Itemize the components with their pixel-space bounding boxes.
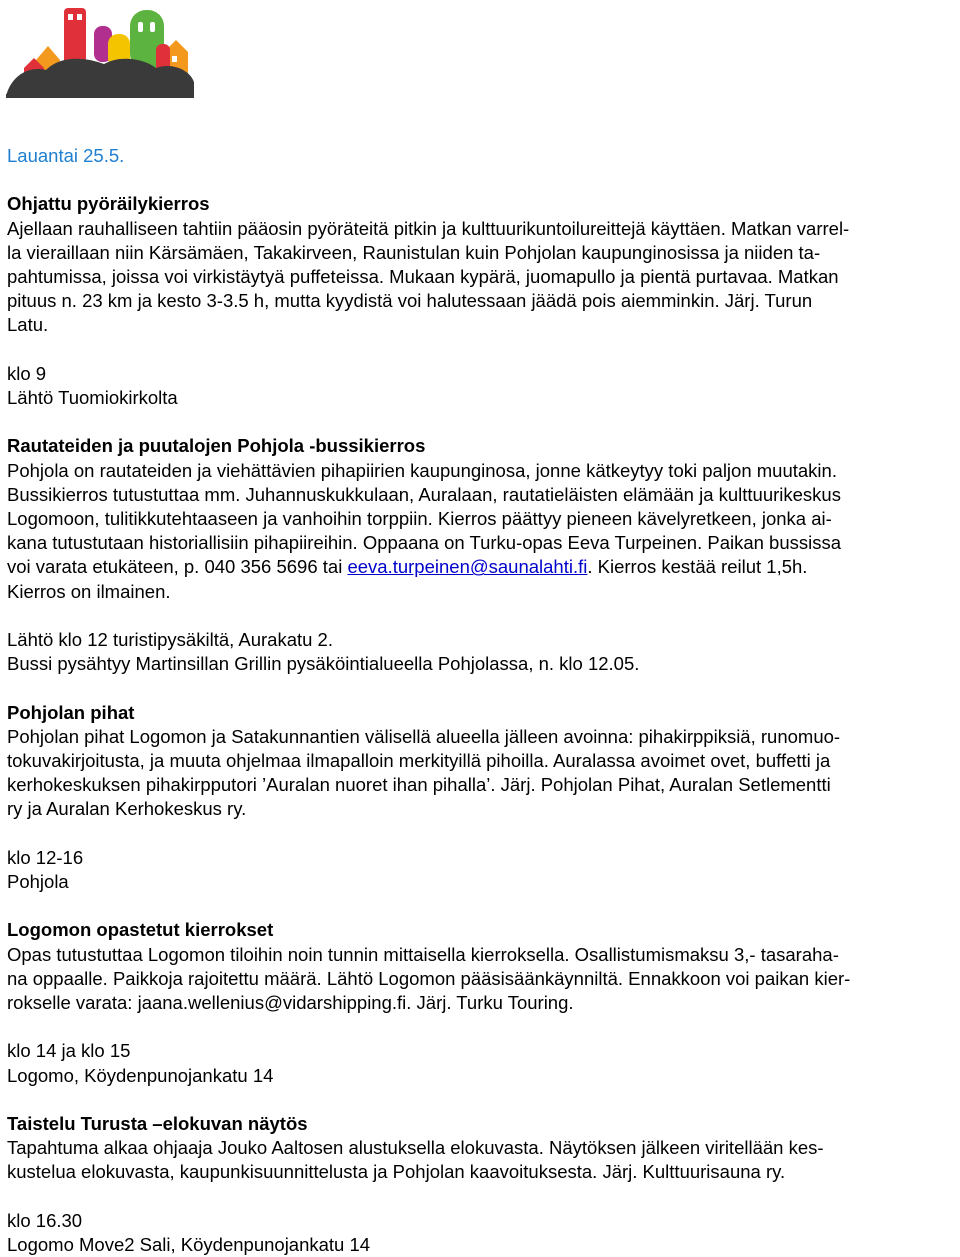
email-link[interactable]: eeva.turpeinen@saunalahti.fi bbox=[347, 556, 588, 578]
body-line: pahtumissa, joissa voi virkistäytyä puffeteissa. Mukaan kypärä, juomapullo ja pientä purtavaa. Matkan bbox=[7, 266, 839, 287]
body-line: la vieraillaan niin Kärsämäen, Takakirveen, Raunistulan kuin Pohjolan kaupunginosissa ja niiden ta- bbox=[7, 241, 821, 263]
body-line: Logomoon, tulitikkutehtaaseen ja vanhoihin torppiin. Kierros päättyy pieneen kävelyretkeen, jonka ai- bbox=[7, 508, 832, 529]
event-time: klo 9 bbox=[7, 362, 47, 384]
event-place: Lähtö Tuomiokirkolta bbox=[7, 387, 178, 408]
body-text: voi varata etukäteen, p. 040 356 5696 tai bbox=[7, 556, 348, 578]
event-time: klo 16.30 bbox=[7, 1209, 83, 1231]
body-text: . Kierros kestää reilut 1,5h. bbox=[587, 556, 808, 578]
body-line: pituus n. 23 km ja kesto 3-3.5 h, mutta kyydistä voi halutessaan jäädä pois aiemminkin. Järj. Turun bbox=[7, 290, 813, 312]
section-title: Ohjattu pyöräilykierros bbox=[7, 193, 210, 215]
body-line: tokuvakirjoitusta, ja muuta ohjelmaa ilmapalloin merkityillä pihoilla. Auralassa avoimet ovet, buffetti ja bbox=[7, 750, 831, 771]
body-line: kana tutustutaan historiallisiin pihapiireihin. Oppaana on Turku-opas Eeva Turpeinen. Paikan bussissa bbox=[7, 532, 842, 554]
document-body bbox=[7, 144, 955, 1257]
body-line: Pohjola on rautateiden ja viehättävien pihapiirien kaupunginosa, jonne kätkeytyy toki paljon muutakin. bbox=[7, 459, 837, 481]
body-line: Kierros on ilmainen. bbox=[7, 580, 171, 602]
body-line: Bussikierros tutustuttaa mm. Juhannuskukkulaan, Auralaan, rautatieläisten elämään ja kulttuurikeskus bbox=[7, 483, 841, 505]
event-place: Logomo, Köydenpunojankatu 14 bbox=[7, 1064, 274, 1086]
section-title: Rautateiden ja puutalojen Pohjola -bussikierros bbox=[7, 435, 426, 457]
body-line: kustelua elokuvasta, kaupunkisuunnittelusta ja Pohjolan kaavoituksesta. Järj. Kulttuurisauna ry. bbox=[7, 1161, 786, 1183]
logo-tower-red bbox=[64, 8, 86, 66]
body-line: ry ja Auralan Kerhokeskus ry. bbox=[7, 798, 247, 820]
date-heading: Lauantai 25.5. bbox=[7, 145, 125, 166]
body-line-with-email bbox=[7, 555, 955, 579]
section-title: Logomon opastetut kierrokset bbox=[7, 919, 274, 941]
body-line: Tapahtuma alkaa ohjaaja Jouko Aaltosen alustuksella elokuvasta. Näytöksen jälkeen viritellään kes- bbox=[7, 1137, 824, 1159]
body-line: Opas tutustuttaa Logomon tiloihin noin tunnin mittaisella kierroksella. Osallistumismaksu 3,- tasaraha- bbox=[7, 943, 839, 965]
section-title: Pohjolan pihat bbox=[7, 701, 135, 723]
body-line: Latu. bbox=[7, 314, 49, 336]
event-departure: Lähtö klo 12 turistipysäkiltä, Aurakatu 2. bbox=[7, 629, 333, 650]
section-title: Taistelu Turusta –elokuvan näytös bbox=[7, 1112, 308, 1134]
body-line: Pohjolan pihat Logomon ja Satakunnantien välisellä alueella jälleen avoinna: pihakirppiksiä, runomuo- bbox=[7, 725, 841, 747]
body-line: kerhokeskuksen pihakirpputori ’Auralan nuoret ihan pihalla’. Järj. Pohjolan Pihat, Auralan Setlementti bbox=[7, 774, 831, 796]
body-line: Ajellaan rauhalliseen tahtiin pääosin pyöräteitä pitkin ja kulttuurikuntoilureittejä käyttäen. Matkan varrel- bbox=[7, 217, 850, 239]
body-line: na oppaalle. Paikkoja rajoitettu määrä. Lähtö Logomon pääsisäänkäynniltä. Ennakkoon voi paikan kier- bbox=[7, 967, 851, 989]
event-place: Logomo Move2 Sali, Köydenpunojankatu 14 bbox=[7, 1233, 371, 1255]
event-time: klo 14 ja klo 15 bbox=[7, 1040, 131, 1062]
city-logo bbox=[6, 4, 194, 98]
event-time: klo 12-16 bbox=[7, 846, 84, 868]
event-bus-stop: Bussi pysähtyy Martinsillan Grillin pysäköintialueella Pohjolassa, n. klo 12.05. bbox=[7, 653, 640, 675]
event-place: Pohjola bbox=[7, 871, 69, 892]
body-line: rokselle varata: jaana.wellenius@vidarshipping.fi. Järj. Turku Touring. bbox=[7, 992, 574, 1013]
